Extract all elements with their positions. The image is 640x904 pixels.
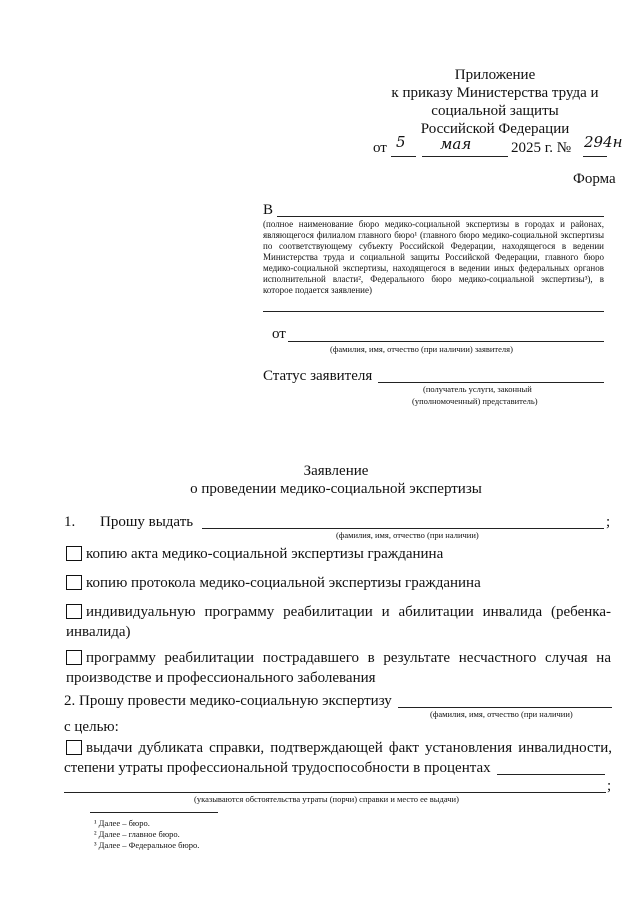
option-protocol-copy-checkbox[interactable] xyxy=(66,575,82,590)
footnote-1: ¹ Далее – бюро. xyxy=(94,818,150,828)
section-1-note: (фамилия, имя, отчество (при наличии) xyxy=(336,530,479,540)
month-underline xyxy=(422,156,508,157)
section-1-number: 1. xyxy=(64,514,76,530)
recipient-line xyxy=(277,216,604,217)
title-line-1: Заявление xyxy=(303,463,369,479)
sender-line xyxy=(288,341,604,342)
header-line-3: социальной защиты xyxy=(431,103,559,119)
option-act-copy-label: копию акта медико-социальной экспертизы гражданина xyxy=(86,546,444,562)
day-underline xyxy=(391,156,416,157)
header-line-4: Российской Федерации xyxy=(420,121,570,137)
header-line-2: к приказу Министерства труда и xyxy=(391,85,599,101)
form-label: Форма xyxy=(573,171,616,187)
header-line-1: Приложение xyxy=(454,67,536,83)
circumstances-note: (указываются обстоятельства утраты (порчи) справки и место ее выдачи) xyxy=(194,794,459,804)
option-rehab-program-label: программу реабилитации пострадавшего в результате несчастного случая на производстве и профессионального заболевания xyxy=(66,650,611,686)
number-underline xyxy=(583,156,607,157)
duplicate-percent-line xyxy=(497,774,605,775)
section-1-text: Прошу выдать xyxy=(100,514,194,530)
section-2-line xyxy=(398,707,612,708)
order-number: 294н xyxy=(584,133,623,151)
footnote-separator xyxy=(90,812,218,813)
option-act-copy-checkbox[interactable] xyxy=(66,546,82,561)
footnote-3: ³ Далее – Федеральное бюро. xyxy=(94,840,200,850)
recipient-note: (полное наименование бюро медико-социальной экспертизы в городах и районах, являющегося филиалом главного бюро¹ (главного бюро медико-социальной экспертизы по соответствующему субъекту Российской Федерации, находящегося в ведении Министерства труда и социальной защиты Российской Федерации, главного бюро медико-социальной экспертизы, находящегося в ведении иных федеральных органов исполнительной власти², Федерального бюро медико-социальной экспертизы³), в которое подается заявление) xyxy=(263,219,604,295)
circumstances-line xyxy=(64,792,606,793)
section-2-end: ; xyxy=(607,778,612,794)
status-label: Статус заявителя xyxy=(263,368,373,384)
date-month: мая xyxy=(440,135,472,153)
section-2-note: (фамилия, имя, отчество (при наличии) xyxy=(430,709,573,719)
date-day: 5 xyxy=(396,133,406,151)
footnote-2: ² Далее – главное бюро. xyxy=(94,829,180,839)
status-line xyxy=(378,382,604,383)
recipient-prefix: В xyxy=(263,202,274,218)
section-1-line xyxy=(202,528,604,529)
date-prefix: от xyxy=(373,140,387,156)
option-ipra-label: индивидуальную программу реабилитации и абилитации инвалида (ребенка-инвалида) xyxy=(66,604,611,640)
sender-prefix: от xyxy=(272,326,286,342)
option-protocol-copy-label: копию протокола медико-социальной экспертизы гражданина xyxy=(86,575,481,591)
status-note-2: (уполномоченный) представитель) xyxy=(412,396,538,406)
sender-note: (фамилия, имя, отчество (при наличии) заявителя) xyxy=(330,344,513,354)
status-note-1: (получатель услуги, законный xyxy=(423,384,532,394)
recipient-line-2 xyxy=(263,311,604,312)
option-duplicate-label: выдачи дубликата справки, подтверждающей факт установления инвалидности, степени утраты профессиональной трудоспособности в процентах xyxy=(64,740,612,776)
section-2-purpose: с целью: xyxy=(64,719,119,735)
title-line-2: о проведении медико-социальной экспертизы xyxy=(190,481,482,497)
date-year: 2025 г. № xyxy=(511,140,572,156)
section-1-end: ; xyxy=(606,514,611,530)
section-2-text: 2. Прошу провести медико-социальную экспертизу xyxy=(64,693,392,709)
